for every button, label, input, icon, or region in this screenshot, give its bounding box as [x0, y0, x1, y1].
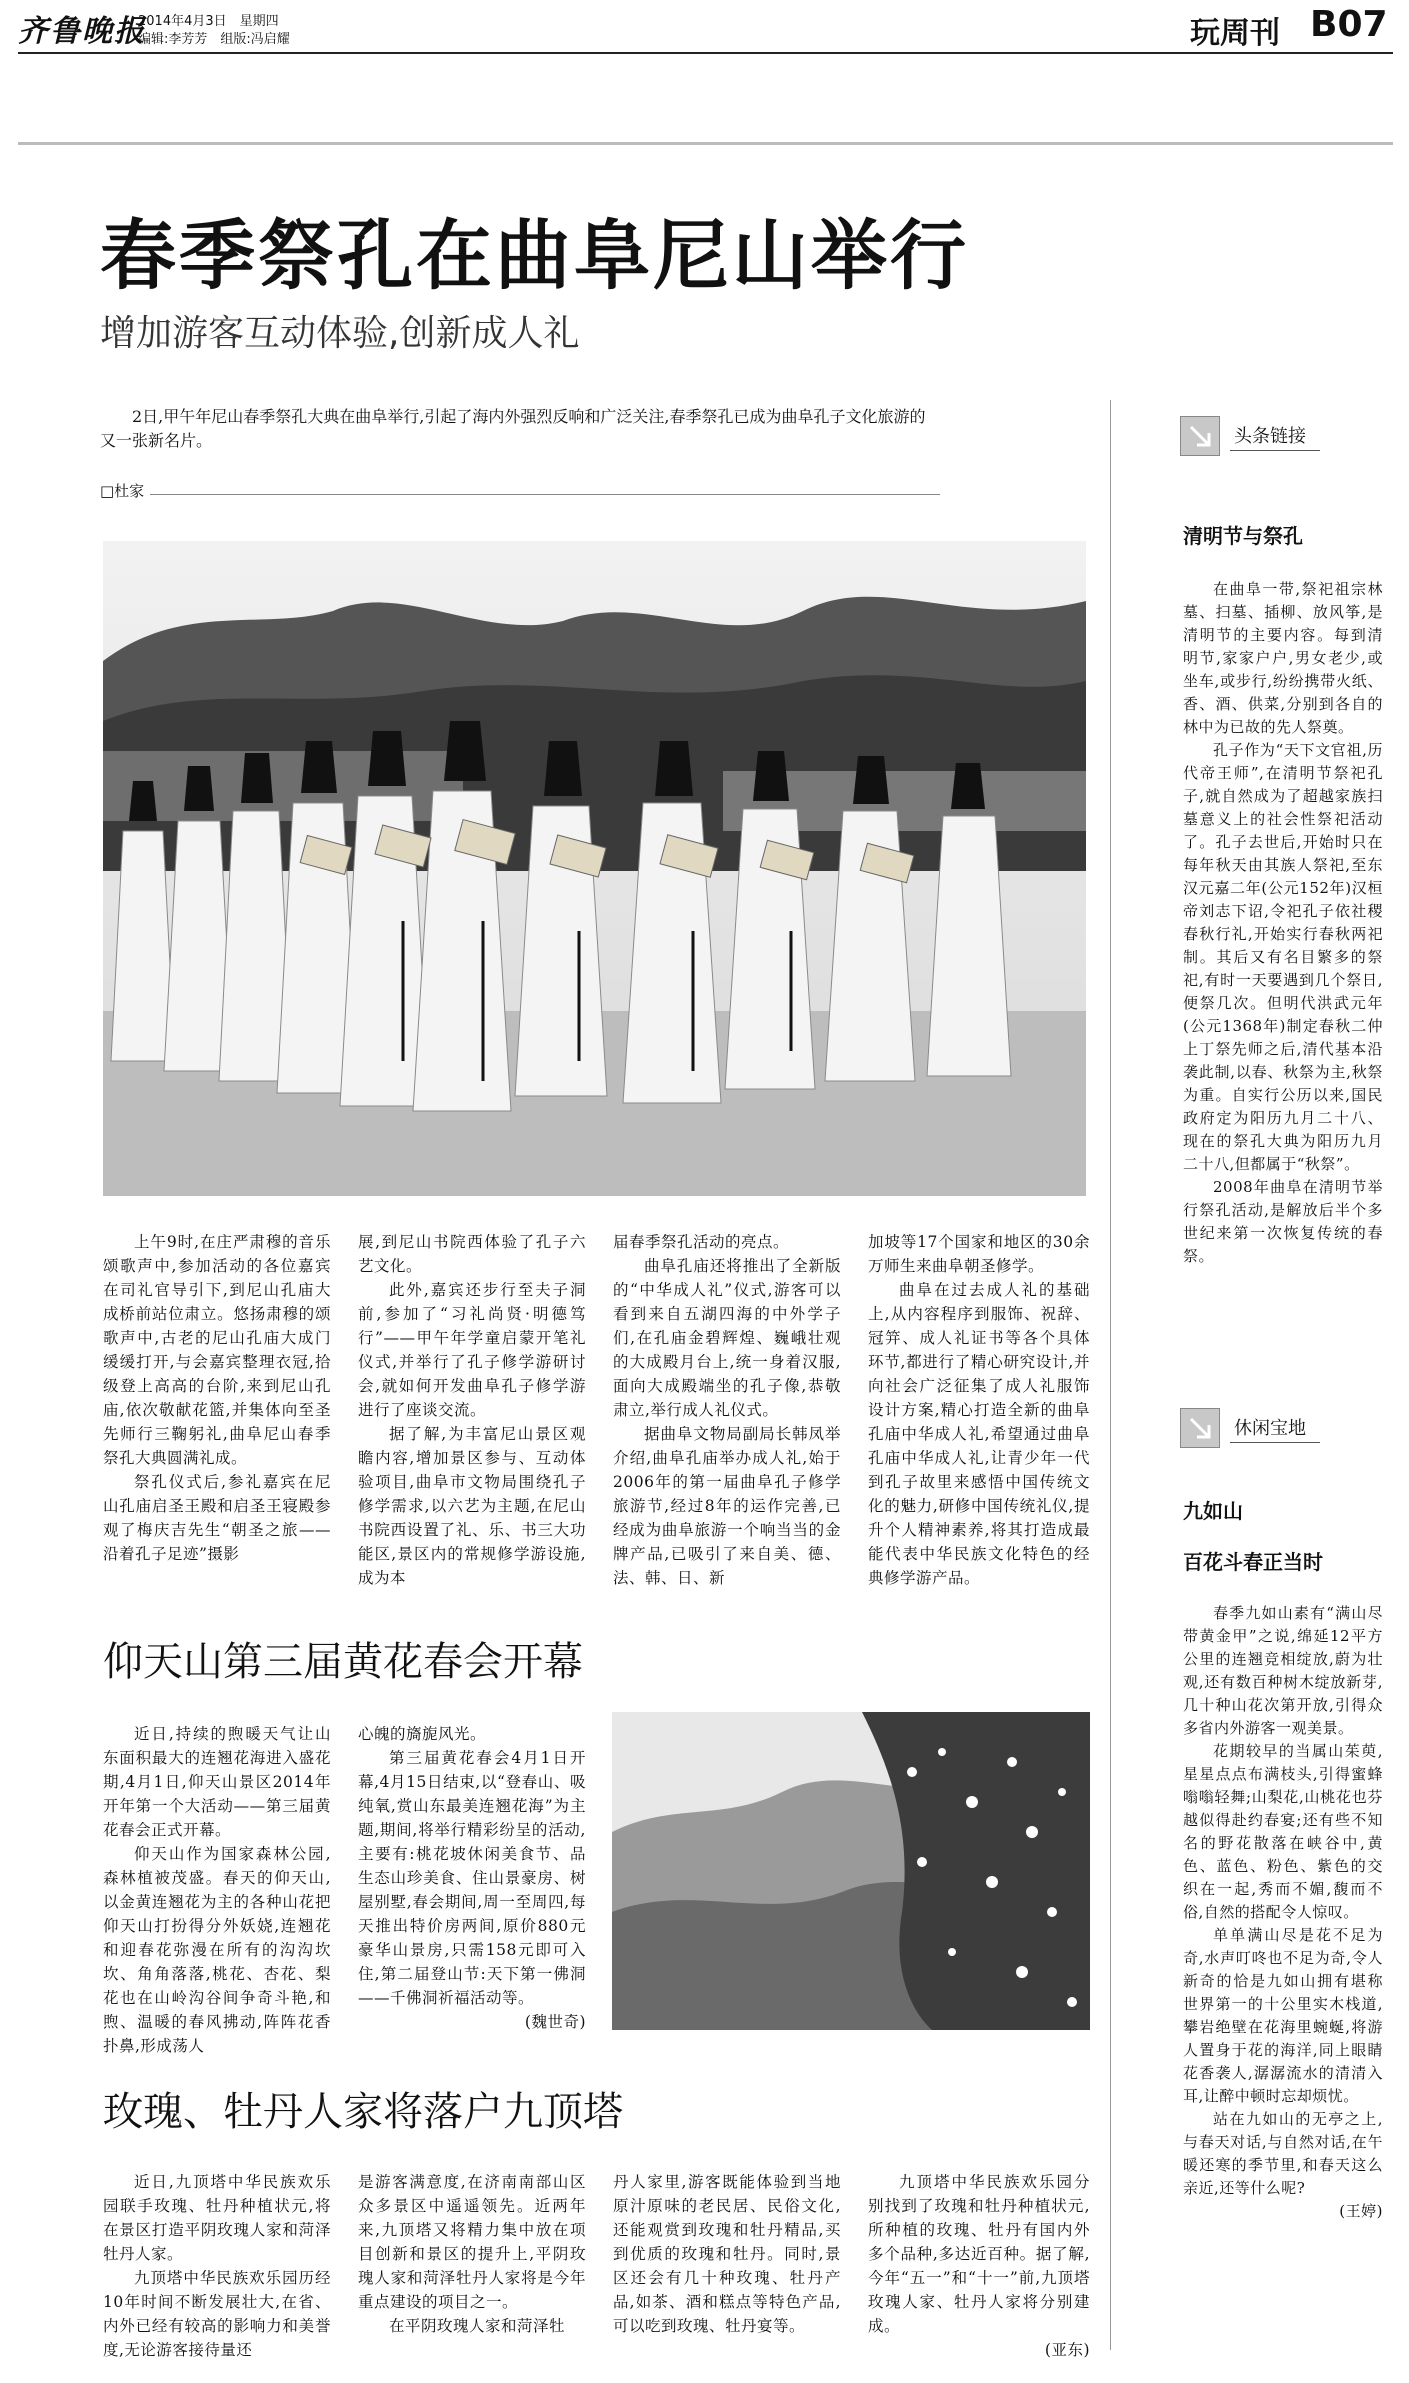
main-col2-para3: 据了解,为丰富尼山景区观瞻内容,增加景区参与、互动体验项目,曲阜市文物局围绕孔子修学需求,以六艺为主题,在尼山书院西设置了礼、乐、书三大功能区,景区内的常规修学游设施,成为本: [358, 1425, 586, 1587]
sidebar-tag-leisure: [1180, 1408, 1320, 1448]
sidebar-para6: 单单满山尽是花不足为奇,水声叮咚也不足为奇,令人新奇的恰是九如山拥有堪称世界第一的十公里实木栈道,攀岩绝壁在花海里蜿蜒,将游人置身于花的海洋,同上眼睛花香袭人,潺潺流水的清清入耳,让醉中顿时忘却烦忧。: [1183, 1926, 1383, 2105]
sidebar-para3: 2008年曲阜在清明节举行祭孔活动,是解放后半个多世纪来第一次恢复传统的春祭。: [1183, 1178, 1383, 1265]
main-lead: 2日,甲午年尼山春季祭孔大典在曲阜举行,引起了海内外强烈反响和广泛关注,春季祭孔已成为曲阜孔子文化旅游的又一张新名片。: [100, 407, 926, 450]
byline-rule: [150, 494, 940, 495]
ceremony-photo: [103, 541, 1086, 1196]
story3-col3-para1: 丹人家里,游客既能体验到当地原汁原味的老民居、民俗文化,还能观赏到玫瑰和牡丹精品,买到优质的玫瑰和牡丹。同时,景区还会有几十种玫瑰、牡丹产品,如茶、酒和糕点等特色产品,可以吃到玫瑰、牡丹宴等。: [613, 2173, 841, 2335]
main-col3-para3: 据曲阜文物局副局长韩凤举介绍,曲阜孔庙举办成人礼,始于2006年的第一届曲阜孔子修学旅游节,经过8年的运作完善,已经成为曲阜旅游一个响当当的金牌产品,已吸引了来自美、德、法、韩、日、新: [613, 1425, 841, 1587]
main-headline: 春季祭孔在曲阜尼山举行: [100, 211, 969, 300]
sidebar-col-1: [1183, 578, 1383, 1268]
story3-col2-para2: 在平阴玫瑰人家和菏泽牡: [389, 2317, 566, 2335]
story3-signature: (亚东): [1044, 2341, 1090, 2359]
story3-col1-para1: 近日,九顶塔中华民族欢乐园联手玫瑰、牡丹种植状元,将在景区打造平阴玫瑰人家和菏泽牡丹人家。: [103, 2173, 331, 2263]
story2-col-2: [358, 1722, 586, 2034]
sidebar-para1: 在曲阜一带,祭祀祖宗林墓、扫墓、插柳、放风筝,是清明节的主要内容。每到清明节,家家户户,男女老少,或坐车,或步行,纷纷携带火纸、香、酒、供菜,分别到各自的林中为已故的先人祭奠。: [1183, 580, 1383, 736]
story3-col-4: [868, 2170, 1090, 2362]
main-col1-para2: 祭孔仪式后,参礼嘉宾在尼山孔庙启圣王殿和启圣王寝殿参观了梅庆吉先生“朝圣之旅——沿着孔子足迹”摄影: [103, 1473, 331, 1563]
main-col-3: [613, 1230, 841, 1590]
main-col2-para2: 此外,嘉宾还步行至夫子洞前,参加了“习礼尚贤·明德笃行”——甲午年学童启蒙开笔礼仪式,并举行了孔子修学游研讨会,就如何开发曲阜孔子修学游进行了座谈交流。: [358, 1281, 586, 1419]
story3-col-1: [103, 2170, 331, 2362]
main-col-4: [868, 1230, 1090, 1590]
sidebar-tag-headline-link: [1180, 416, 1320, 456]
story3-headline: 玫瑰、牡丹人家将落户九顶塔: [103, 2089, 623, 2135]
sidebar-head-qingming: 清明节与祭孔: [1183, 524, 1303, 548]
sidebar-col-2: [1183, 1602, 1383, 2223]
story3-col1-para2: 九顶塔中华民族欢乐园历经10年时间不断发展壮大,在省、内外已经有较高的影响力和美誉度,无论游客接待量还: [103, 2269, 331, 2359]
arrow-icon: [1180, 1408, 1220, 1448]
main-col2-para1: 展,到尼山书院西体验了孔子六艺文化。: [358, 1233, 586, 1275]
story2-col1-para1: 近日,持续的煦暖天气让山东面积最大的连翘花海进入盛花期,4月1日,仰天山景区2014年开年第一个大活动——第三届黄花春会正式开幕。: [103, 1725, 331, 1839]
sidebar-head-jiurushan: 九如山: [1183, 1499, 1243, 1523]
byline: □杜家: [100, 482, 145, 500]
section-name: 玩周刊: [1190, 16, 1280, 51]
story2-headline: 仰天山第三届黄花春会开幕: [103, 1639, 583, 1685]
mountain-flowers-photo: [612, 1712, 1090, 2030]
main-col3-para1: 届春季祭孔活动的亮点。: [613, 1233, 790, 1251]
story3-col2-para1: 是游客满意度,在济南南部山区众多景区中遥遥领先。近两年来,九顶塔又将精力集中放在项目创新和景区的提升上,平阴玫瑰人家和菏泽牡丹人家将是今年重点建设的项目之一。: [358, 2173, 586, 2311]
story2-col-1: [103, 1722, 331, 2058]
sidebar-para5: 花期较早的当属山茱萸,星星点点布满枝头,引得蜜蜂嗡嗡轻舞;山梨花,山桃花也芬越似得赴约春宴;还有些不知名的野花散落在峡谷中,黄色、蓝色、粉色、紫色的交织在一起,秀而不媚,馥而不俗,自然的搭配令人惊叹。: [1183, 1742, 1383, 1921]
main-col1-para1: 上午9时,在庄严肃穆的音乐颂歌声中,参加活动的各位嘉宾在司礼官导引下,到尼山孔庙大成桥前站位肃立。悠扬肃穆的颂歌声中,古老的尼山孔庙大成门缓缓打开,与会嘉宾整理衣冠,拾级登上高高的台阶,来到尼山孔庙,依次敬献花篮,并集体向至圣先师行三鞠躬礼,曲阜尼山春季祭孔大典圆满礼成。: [103, 1233, 331, 1467]
date-line: 2014年4月3日 星期四: [138, 14, 279, 29]
header-rule: [18, 52, 1393, 54]
sidebar-tag1-label: 头条链接: [1230, 422, 1320, 451]
sidebar-divider: [1110, 400, 1111, 2350]
sidebar-tag2-label: 休闲宝地: [1230, 1414, 1320, 1443]
main-col4-para2: 曲阜在过去成人礼的基础上,从内容程序到服饰、祝辞、冠笄、成人礼证书等各个具体环节,都进行了精心研究设计,并向社会广泛征集了成人礼服饰设计方案,精心打造全新的曲阜孔庙中华成人礼,希望通过曲阜孔庙中华成人礼,让青少年一代到孔子故里来感悟中国传统文化的魅力,研修中国传统礼仪,提升个人精神素养,将其打造成最能代表中华民族文化特色的经典修学游产品。: [868, 1281, 1090, 1587]
story2-col2-para1: 心魄的旖旎风光。: [358, 1725, 487, 1743]
sidebar-para4: 春季九如山素有“满山尽带黄金甲”之说,绵延12平方公里的连翘竞相绽放,蔚为壮观,还有数百种树木绽放新芽,几十种山花次第开放,引得众多省内外游客一观美景。: [1183, 1604, 1383, 1737]
sidebar-para7: 站在九如山的无亭之上,与春天对话,与自然对话,在午暖还寒的季节里,和春天这么亲近,还等什么呢?: [1183, 2110, 1383, 2197]
story2-signature: (魏世奇): [524, 2013, 586, 2031]
main-col-1: [103, 1230, 331, 1566]
main-subheadline: 增加游客互动体验,创新成人礼: [100, 313, 580, 354]
sidebar-subhead-flowers: 百花斗春正当时: [1183, 1550, 1323, 1574]
story3-col-3: [613, 2170, 841, 2338]
top-rule: [18, 142, 1393, 145]
sidebar-para2: 孔子作为“天下文官祖,历代帝王师”,在清明节祭祀孔子,就自然成为了超越家族扫墓意义上的社会性祭祀活动了。孔子去世后,开始时只在每年秋天由其族人祭祀,至东汉元嘉二年(公元152年)汉桓帝刘志下诏,令祀孔子依社稷春秋行礼,开始实行春秋两祀制。其后又有名目繁多的祭祀,有时一天要遇到几个祭日,便祭几次。但明代洪武元年(公元1368年)制定春秋二仲上丁祭先师之后,清代基本沿袭此制,以春、秋祭为主,秋祭为重。自实行公历以来,国民政府定为阳历九月二十八、现在的祭孔大典为阳历九月二十八,但都属于“秋祭”。: [1183, 741, 1383, 1173]
story2-col2-para2: 第三届黄花春会4月1日开幕,4月15日结束,以“登春山、吸纯氧,赏山东最美连翘花海”为主题,期间,将举行精彩纷呈的活动,主要有:桃花坡休闲美食节、品生态山珍美食、住山景豪房、树屋别墅,春会期间,周一至周四,每天推出特价房两间,原价880元豪华山景房,只需158元即可入住,第二届登山节:天下第一佛洞——千佛洞祈福活动等。: [358, 1749, 586, 2007]
arrow-icon: [1180, 416, 1220, 456]
story3-col4-para1: 九顶塔中华民族欢乐园分别找到了玫瑰和牡丹种植状元,所种植的玫瑰、牡丹有国内外多个品种,多达近百种。据了解,今年“五一”和“十一”前,九顶塔玫瑰人家、牡丹人家将分别建成。: [868, 2173, 1090, 2335]
main-col-2: [358, 1230, 586, 1590]
page-number: B07: [1310, 4, 1388, 45]
newspaper-logo: 齐鲁晚报: [18, 14, 146, 49]
sidebar-signature: (王婷): [1339, 2202, 1383, 2220]
main-col3-para2: 曲阜孔庙还将推出了全新版的“中华成人礼”仪式,游客可以看到来自五湖四海的中外学子们,在孔庙金碧辉煌、巍峨壮观的大成殿月台上,统一身着汉服,面向大成殿端坐的孔子像,恭敬肃立,举行成人礼仪式。: [613, 1257, 841, 1419]
editor-line: 编辑:李芳芳 组版:冯启耀: [138, 32, 290, 47]
story3-col-2: [358, 2170, 586, 2338]
main-col4-para1: 加坡等17个国家和地区的30余万师生来曲阜朝圣修学。: [868, 1233, 1090, 1275]
story2-col1-para2: 仰天山作为国家森林公园,森林植被茂盛。春天的仰天山,以金黄连翘花为主的各种山花把仰天山打扮得分外妖娆,连翘花和迎春花弥漫在所有的沟沟坎坎、角角落落,桃花、杏花、梨花也在山岭沟谷间争奇斗艳,和煦、温暖的春风拂动,阵阵花香扑鼻,形成荡人: [103, 1845, 331, 2055]
